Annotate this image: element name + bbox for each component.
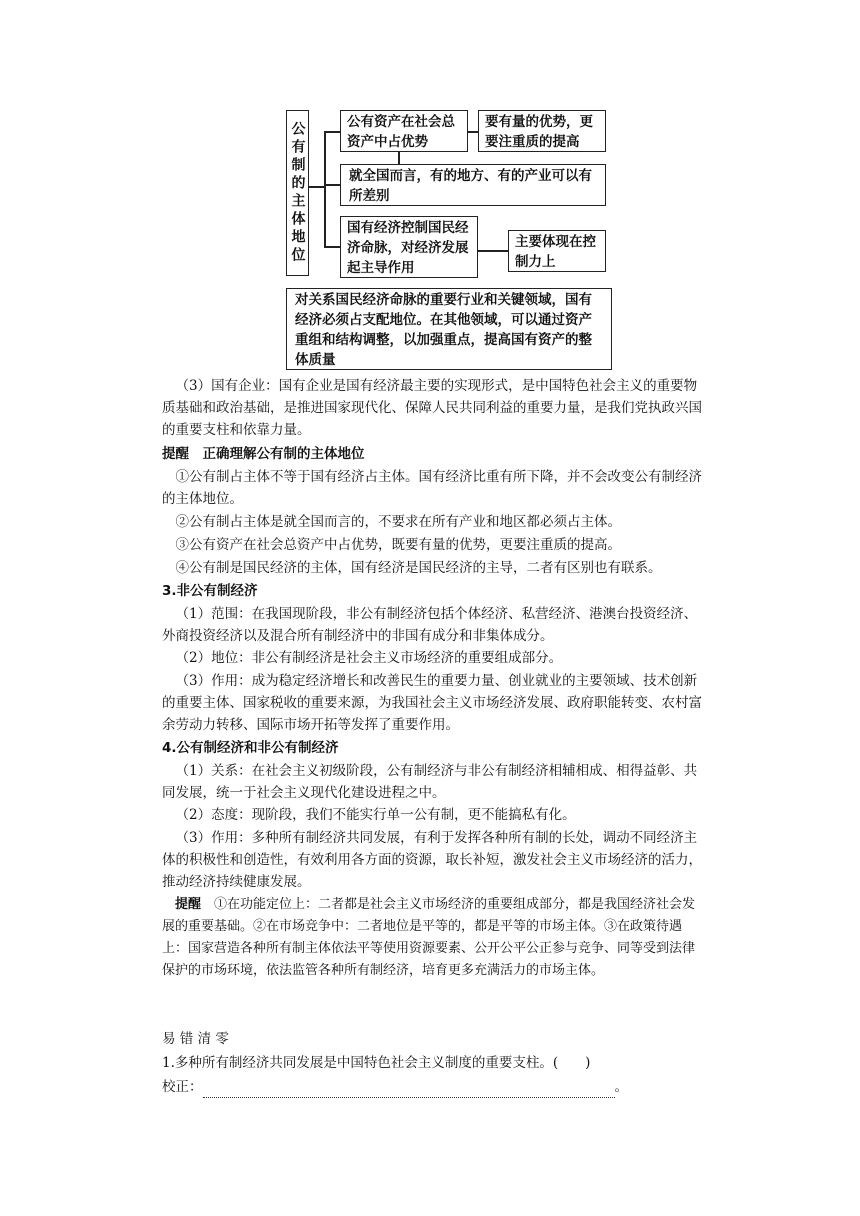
diagram-box-key-industries: 对关系国民经济命脉的重要行业和关键领域，国有经济必须占支配地位。在其他领域，可以通过资产重组和结构调整，以加强重点，提高国有资产的整体质量: [286, 288, 612, 370]
diagram-box-public-assets: 公有资产在社会总资产中占优势: [340, 110, 468, 152]
tip-item: ④公有制是国民经济的主体，国有经济是国民经济的主导，二者有区别也有联系。: [175, 560, 662, 576]
tip-heading: 提醒 正确理解公有制的主体地位: [162, 446, 365, 462]
tip-item: ③公有资产在社会总资产中占优势，既要有量的优势，更要注重质的提高。: [175, 537, 621, 553]
tip-text: ①在功能定位上：二者都是社会主义市场经济的重要组成部分，都是我国经济社会发展的重要基础。②在市场竞争中：二者地位是平等的，都是平等的市场主体。③在政策待遇上：国家营造各种所有制主体依法平等使用资源要素、公开公平公正参与竞争、同等受到法律保护的市场环境，依法监管各种所有制经济，培育更多充满活力的市场主体。: [162, 897, 696, 978]
connector-line: [324, 131, 326, 247]
section-heading: 3.非公有制经济: [162, 583, 258, 599]
correction-blank[interactable]: [203, 1082, 615, 1098]
section-item: （1）关系：在社会主义初级阶段，公有制经济与非公有制经济相辅相成、相得益彰、共同发展，统一于社会主义现代化建设进程之中。: [162, 763, 698, 801]
errors-question: 1.多种所有制经济共同发展是中国特色社会主义制度的重要支柱。( ): [162, 1055, 591, 1071]
diagram-box-state-economy: 国有经济控制国民经济命脉，对经济发展起主导作用: [340, 216, 478, 278]
connector-line: [309, 186, 325, 188]
connector-line: [478, 250, 508, 252]
connector-line: [324, 131, 340, 133]
correction-line: 校正： 。: [162, 1076, 628, 1098]
connector-line: [324, 184, 340, 186]
tip-label: 提醒: [175, 897, 202, 912]
paragraph-state-enterprise: （3）国有企业：国有企业是国有经济最主要的实现形式，是中国特色社会主义的重要物质基础和政治基础，是推进国家现代化、保障人民共同利益的重要力量，是我们党执政兴国的重要支柱和依靠力量。: [162, 378, 702, 438]
tip-paragraph: [162, 894, 702, 982]
section-item: （2）态度：现阶段，我们不能实行单一公有制，更不能搞私有化。: [175, 807, 576, 823]
section-item: （1）范围：在我国现阶段，非公有制经济包括个体经济、私营经济、港澳台投资经济、外商投资经济以及混合所有制经济中的非国有成分和非集体成分。: [162, 606, 698, 644]
connector-line: [324, 246, 340, 248]
section-item: （3）作用：成为稳定经济增长和改善民生的重要力量、创业就业的主要领域、技术创新的重要主体、国家税收的重要来源，为我国社会主义市场经济发展、政府职能转变、农村富余劳动力转移、国际市场开拓等发挥了重要作用。: [162, 673, 702, 733]
connector-line: [468, 131, 478, 133]
diagram-root-box: 公有制的主体地位: [286, 110, 309, 276]
diagram-note-quality: 要有量的优势，更要注重质的提高: [478, 110, 606, 152]
connector-line: [398, 152, 400, 164]
section-item: （2）地位：非公有制经济是社会主义市场经济的重要组成部分。: [175, 650, 563, 666]
diagram-note-control: 主要体现在控制力上: [508, 230, 606, 272]
diagram-box-national-view: 就全国而言，有的地方、有的产业可以有所差别: [340, 164, 606, 206]
section-item: （3）作用：多种所有制经济共同发展，有利于发挥各种所有制的长处，调动不同经济主体的积极性和创造性，有效利用各方面的资源，取长补短，激发社会主义市场经济的活力，推动经济持续健康发展。: [162, 830, 702, 890]
tip-item: ①公有制占主体不等于国有经济占主体。国有经济比重有所下降，并不会改变公有制经济的主体地位。: [162, 469, 702, 507]
tip-item: ②公有制占主体是就全国而言的，不要求在所有产业和地区都必须占主体。: [175, 514, 621, 530]
correction-label: 校正：: [162, 1079, 203, 1095]
section-heading: 4.公有制经济和非公有制经济: [162, 740, 339, 756]
errors-title: 易 错 清 零: [162, 1031, 229, 1047]
